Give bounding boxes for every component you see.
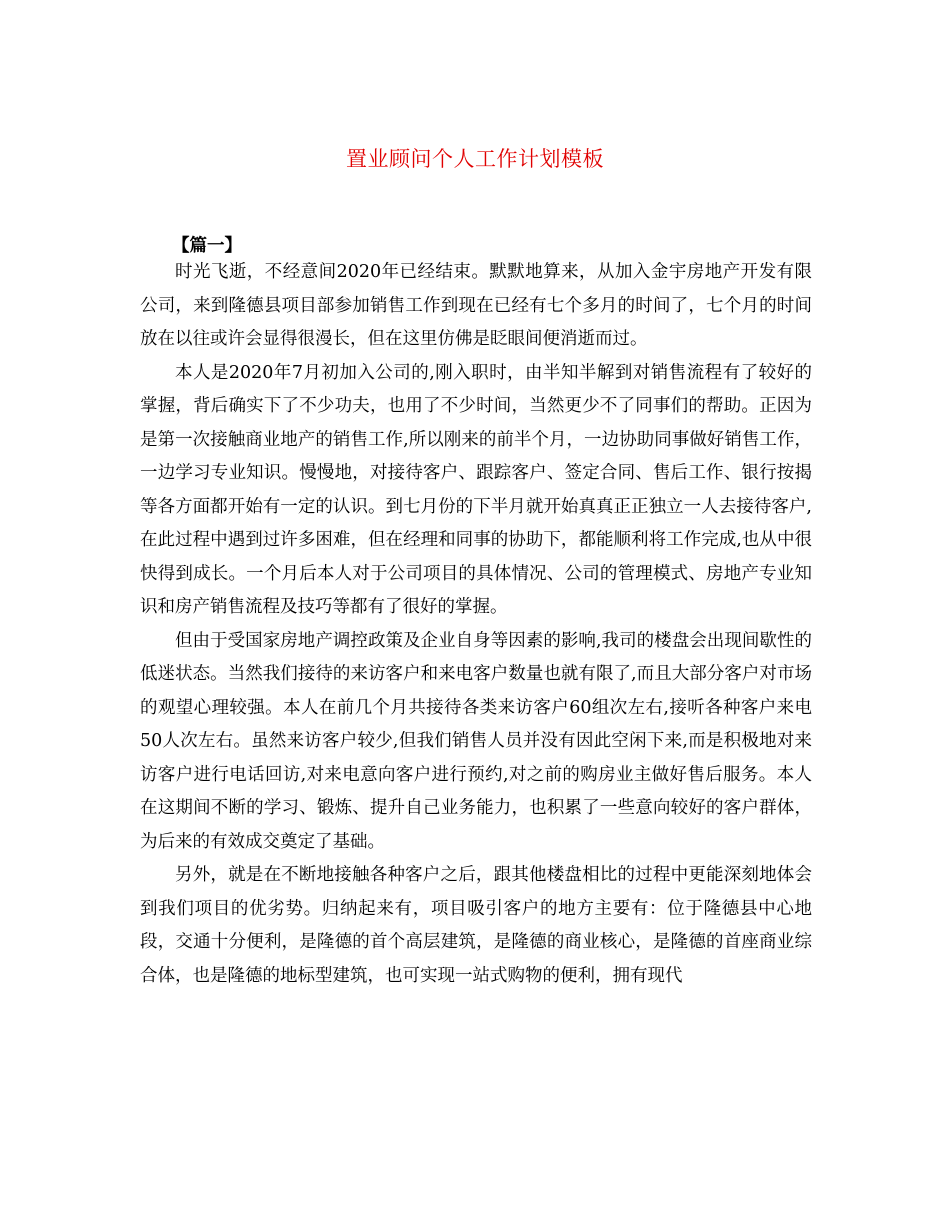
- document-title: 置业顾问个人工作计划模板: [346, 147, 604, 171]
- section-heading: 【篇一】: [172, 236, 242, 256]
- paragraph-2: 本人是2020年7月初加入公司的,刚入职时，由半知半解到对销售流程有了较好的掌握，背后确实下了不少功夫，也用了不少时间，当然更少不了同事们的帮助。正因为是第一次接触商业地产的销售工作,所以刚来的前半个月，一边协助同事做好销售工作，一边学习专业知识。慢慢地，对接待客户、跟踪客户、签定合同、售后工作、银行按揭等各方面都开始有一定的认识。到七月份的下半月就开始真真正正独立一人去接待客户,在此过程中遇到过许多困难，但在经理和同事的协助下，都能顺利将工作完成,也从中很快得到成长。一个月后本人对于公司项目的具体情况、公司的管理模式、房地产专业知识和房产销售流程及技巧等都有了很好的掌握。: [140, 362, 812, 617]
- paragraph-4: 另外，就是在不断地接触各种客户之后，跟其他楼盘相比的过程中更能深刻地体会到我们项目的优劣势。归纳起来有，项目吸引客户的地方主要有：位于隆德县中心地段，交通十分便利，是隆德的首个高层建筑，是隆德的商业核心，是隆德的首座商业综合体，也是隆德的地标型建筑，也可实现一站式购物的便利，拥有现代: [140, 865, 812, 986]
- paragraph-1: 时光飞逝，不经意间2020年已经结束。默默地算来，从加入金宇房地产开发有限公司，来到隆德县项目部参加销售工作到现在已经有七个多月的时间了，七个月的时间放在以往或许会显得很漫长，但在这里仿佛是眨眼间便消逝而过。: [140, 262, 812, 349]
- document-body: [140, 256, 812, 993]
- paragraph-3: 但由于受国家房地产调控政策及企业自身等因素的影响,我司的楼盘会出现间歇性的低迷状态。当然我们接待的来访客户和来电客户数量也就有限了,而且大部分客户对市场的观望心理较强。本人在前几个月共接待各类来访客户60组次左右,接听各种客户来电50人次左右。虽然来访客户较少,但我们销售人员并没有因此空闲下来,而是积极地对来访客户进行电话回访,对来电意向客户进行预约,对之前的购房业主做好售后服务。本人在这期间不断的学习、锻炼、提升自己业务能力，也积累了一些意向较好的客户群体，为后来的有效成交奠定了基础。: [140, 630, 812, 852]
